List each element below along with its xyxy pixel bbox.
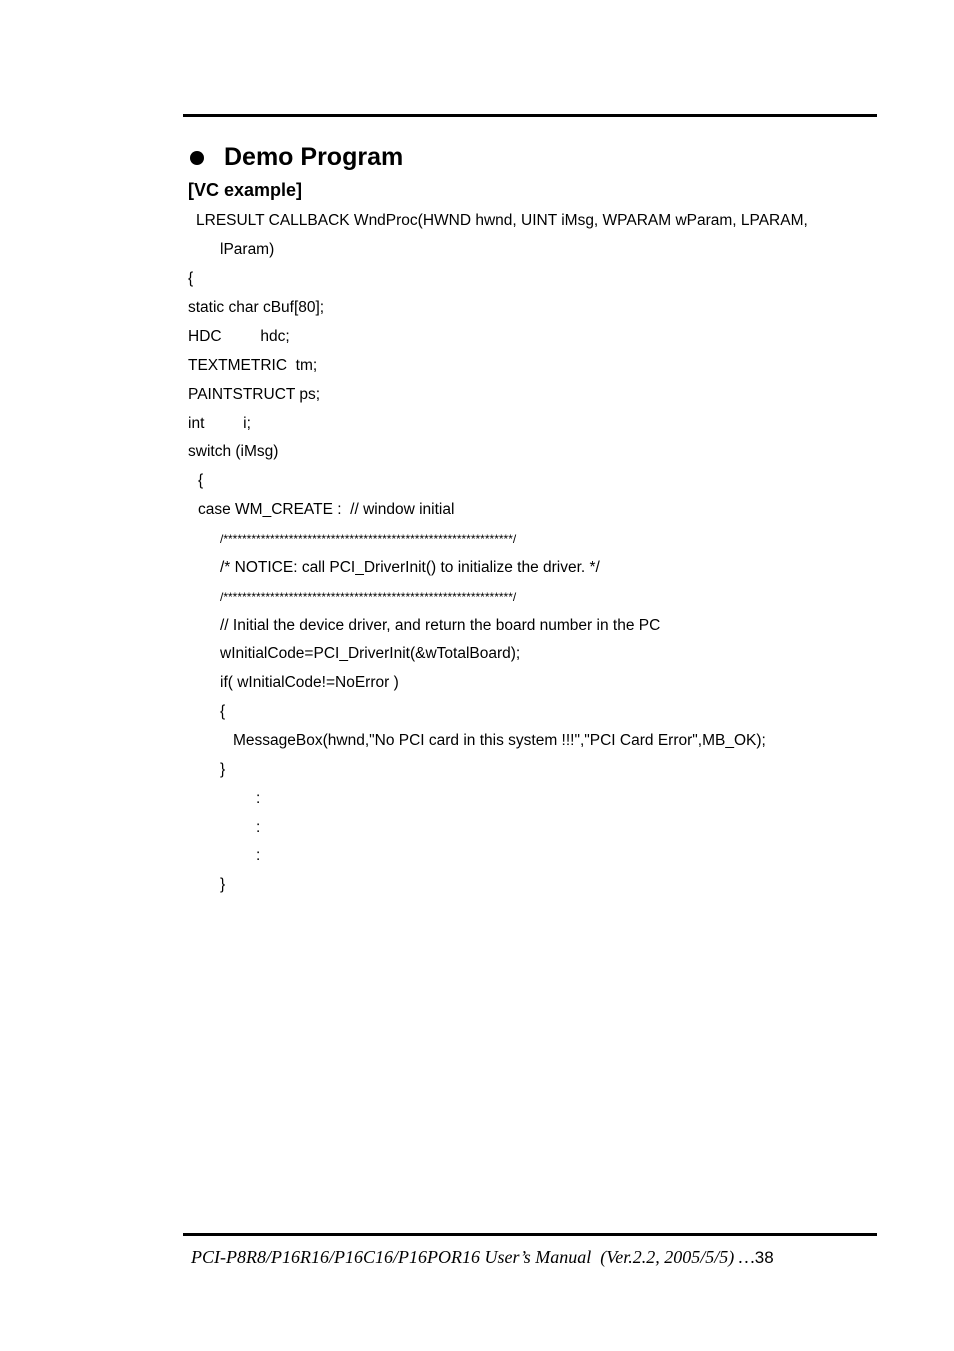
- code-line: if( wInitialCode!=NoError ): [220, 674, 399, 691]
- code-line: }: [220, 876, 226, 893]
- bullet-icon: [190, 151, 204, 165]
- code-line: case WM_CREATE : // window initial: [198, 501, 455, 518]
- page-number: 38: [754, 1248, 774, 1267]
- section-title: Demo Program: [224, 143, 404, 171]
- section-heading: [188, 143, 403, 172]
- code-line: LRESULT CALLBACK WndProc(HWND hwnd, UINT iMsg, WPARAM wParam, LPARAM,: [196, 212, 808, 229]
- code-line: PAINTSTRUCT ps;: [188, 386, 321, 403]
- code-line: MessageBox(hwnd,"No PCI card in this system !!!","PCI Card Error",MB_OK);: [233, 732, 766, 749]
- code-line: static char cBuf[80];: [188, 299, 325, 316]
- header-rule: [183, 114, 877, 117]
- manual-title: PCI-P8R8/P16R16/P16C16/P16POR16 User’s Manual (Ver.2.2, 2005/5/5) …: [191, 1247, 755, 1267]
- code-line: switch (iMsg): [188, 443, 279, 460]
- code-line: /**************************************************************/: [220, 532, 517, 546]
- code-line: /**************************************************************/: [220, 590, 517, 604]
- code-line: /* NOTICE: call PCI_DriverInit() to initialize the driver. */: [220, 559, 600, 576]
- code-line: // Initial the device driver, and return the board number in the PC: [220, 617, 661, 634]
- code-line: :: [256, 847, 261, 864]
- code-line: {: [198, 472, 204, 489]
- code-line: }: [220, 761, 226, 778]
- code-line: HDC hdc;: [188, 328, 290, 345]
- code-line: :: [256, 819, 261, 836]
- code-line: TEXTMETRIC tm;: [188, 357, 318, 374]
- footer-rule: [183, 1233, 877, 1236]
- code-line: lParam): [220, 241, 275, 258]
- code-line: :: [256, 790, 261, 807]
- section-subtitle: [VC example]: [188, 180, 303, 200]
- page-footer: [191, 1247, 774, 1268]
- code-line: {: [188, 270, 194, 287]
- code-line: {: [220, 703, 226, 720]
- code-line: int i;: [188, 415, 251, 432]
- code-line: wInitialCode=PCI_DriverInit(&wTotalBoard);: [220, 645, 521, 662]
